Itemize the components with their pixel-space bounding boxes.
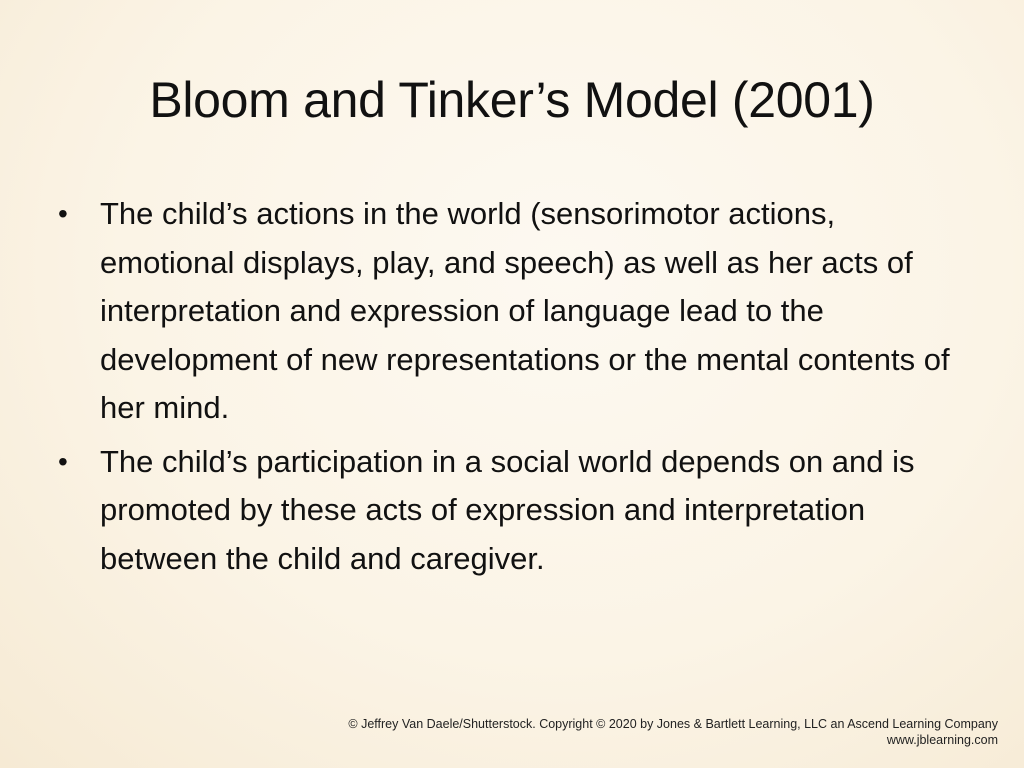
bullet-list	[56, 190, 976, 588]
copyright-credit	[348, 716, 998, 748]
slide-title: Bloom and Tinker’s Model (2001)	[149, 72, 875, 128]
bullet-item	[56, 438, 976, 584]
bullet-text: The child’s actions in the world (sensorimotor actions, emotional displays, play, and speech) as well as her acts of interpretation and expression of language lead to the development of new representations or the mental contents of her mind.	[100, 196, 950, 425]
copyright-line: © Jeffrey Van Daele/Shutterstock. Copyright © 2020 by Jones & Bartlett Learning, LLC an Ascend Learning Company	[348, 717, 998, 731]
bullet-icon: •	[58, 445, 68, 477]
bullet-icon: •	[58, 198, 68, 229]
website-line: www.jblearning.com	[886, 733, 998, 747]
bullet-text: The child’s participation in a social world depends on and is promoted by these acts of expression and interpretation between the child and caregiver.	[100, 443, 915, 576]
bullet-item	[56, 190, 976, 433]
